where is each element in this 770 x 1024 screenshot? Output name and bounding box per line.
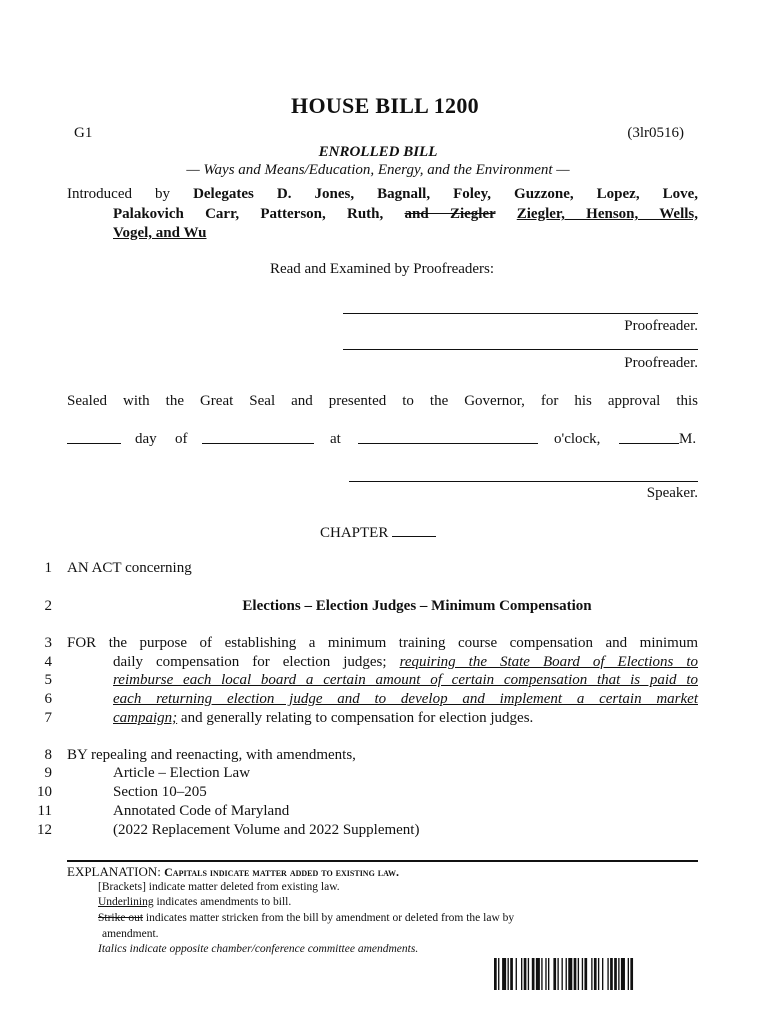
oclock-label: o'clock, [554, 431, 601, 447]
day-label: day [135, 431, 157, 447]
barcode-bar [541, 958, 542, 990]
by-line-8: BY repealing and reenacting, with amendments, [67, 747, 356, 763]
barcode-bar [598, 958, 599, 990]
line-number: 12 [37, 822, 52, 838]
explanation-underlining [98, 895, 291, 911]
barcode-bar [532, 958, 535, 990]
purpose-line-4 [113, 654, 698, 671]
barcode-bar [536, 958, 540, 990]
barcode-bar [618, 958, 619, 990]
barcode-bar [508, 958, 509, 990]
strike-description: indicates matter stricken from the bill by amendment or deleted from the law by [145, 912, 515, 924]
proofreader-label-1: Proofreader. [624, 318, 698, 334]
introduced-prefix: Introduced by [67, 186, 171, 202]
line-number: 11 [37, 803, 52, 819]
m-label: M. [679, 431, 697, 447]
by-line-9: Article – Election Law [113, 765, 251, 781]
sponsors-line-1: Delegates D. Jones, Bagnall, Foley, Guzzone, Lopez, Love, [193, 186, 699, 202]
sponsors-stricken: and Ziegler [404, 206, 496, 222]
sponsors-line-3: Vogel, and Wu [113, 225, 207, 241]
committee-line: — Ways and Means/Education, Energy, and the Environment — [186, 162, 570, 178]
introduced-line-2 [113, 205, 698, 224]
by-line-11: Annotated Code of Maryland [113, 803, 290, 819]
barcode-bar [610, 958, 613, 990]
read-examined: Read and Examined by Proofreaders: [269, 261, 495, 277]
explanation-label: EXPLANATION: [67, 864, 161, 879]
act-concerning: AN ACT concerning [67, 560, 192, 576]
barcode-bar [602, 958, 603, 990]
barcode-bar [628, 958, 629, 990]
bill-title: HOUSE BILL 1200 [291, 93, 479, 118]
by-line-12: (2022 Replacement Volume and 2022 Supplement) [113, 822, 420, 838]
barcode-image [494, 958, 680, 990]
barcode-bar [568, 958, 572, 990]
sponsors-line-2: Palakovich Carr, Patterson, Ruth, [113, 206, 384, 222]
line-number: 1 [44, 560, 52, 576]
speaker-signature-line [349, 481, 698, 482]
chapter-text: CHAPTER [320, 525, 389, 541]
brackets-description: indicate matter deleted from existing law. [148, 881, 340, 893]
purpose-line-7 [113, 710, 533, 727]
barcode-bar [578, 958, 579, 990]
proofreader-signature-line-1 [343, 313, 698, 314]
explanation-italics: Italics indicate opposite chamber/conference committee amendments. [98, 943, 419, 955]
sealed-line: Sealed with the Great Seal and presented to the Governor, for his approval this [67, 393, 698, 409]
underlining-word: Underlining [98, 896, 154, 908]
line-number: 8 [44, 747, 52, 763]
barcode-bar [594, 958, 597, 990]
of-label: of [175, 431, 188, 447]
at-label: at [330, 431, 341, 447]
barcode-bar [553, 958, 556, 990]
barcode-bar [528, 958, 529, 990]
barcode-bar [524, 958, 527, 990]
purpose-line-7-text: and generally relating to compensation for election judges. [180, 710, 534, 726]
speaker-label: Speaker. [646, 485, 698, 501]
line-number: 9 [44, 765, 52, 781]
barcode-bar [584, 958, 587, 990]
purpose-line-4-amendment: requiring the State Board of Elections to [399, 654, 699, 670]
underlining-description: indicates amendments to bill. [156, 896, 292, 908]
line-number: 6 [44, 691, 52, 707]
line-number: 10 [37, 784, 52, 800]
line-number: 3 [44, 635, 52, 651]
barcode-bar [566, 958, 567, 990]
act-heading: Elections – Election Judges – Minimum Compensation [242, 598, 592, 614]
explanation-strike-cont: amendment. [102, 928, 159, 940]
line-number: 7 [44, 710, 52, 726]
barcode-bar [498, 958, 499, 990]
barcode-bar [557, 958, 558, 990]
barcode-bar [494, 958, 497, 990]
bill-code: G1 [74, 125, 93, 141]
introduced-line-1 [67, 185, 698, 204]
barcode-bar [607, 958, 608, 990]
by-line-10: Section 10–205 [113, 784, 207, 800]
barcode-bar [521, 958, 522, 990]
explanation-brackets: [Brackets] indicate matter deleted from existing law. [98, 881, 340, 893]
barcode-bar [582, 958, 583, 990]
line-number: 5 [44, 672, 52, 688]
bill-drafting-number: (3lr0516) [627, 125, 684, 141]
line-number: 4 [44, 654, 52, 670]
barcode-bar [621, 958, 625, 990]
barcode-bar [591, 958, 592, 990]
brackets-word: Brackets [101, 881, 143, 893]
meridiem-blank [619, 430, 679, 444]
purpose-line-3: FOR the purpose of establishing a minimum training course compensation and minimum [67, 635, 698, 651]
barcode-bar [545, 958, 546, 990]
purpose-line-6: each returning election judge and to develop and implement a certain market [113, 691, 698, 707]
barcode-bar [574, 958, 577, 990]
month-blank [202, 430, 314, 444]
sponsors-added: Ziegler, Henson, Wells, [516, 206, 699, 222]
enrolled-label: ENROLLED BILL [318, 144, 438, 160]
sealed-date-line [67, 430, 698, 450]
explanation-strike [98, 911, 514, 927]
barcode-bar [562, 958, 563, 990]
barcode-bar [516, 958, 517, 990]
barcode-bar [614, 958, 617, 990]
purpose-line-4-text: daily compensation for election judges; [113, 654, 387, 670]
explanation-heading [67, 864, 399, 880]
time-blank [358, 430, 538, 444]
chapter-blank [392, 523, 436, 537]
barcode-bar [502, 958, 506, 990]
proofreader-label-2: Proofreader. [624, 355, 698, 371]
day-blank [67, 430, 121, 444]
purpose-line-7-amendment: campaign; [113, 710, 178, 726]
explanation-rule [67, 860, 698, 862]
strike-word: Strike out [98, 912, 144, 924]
purpose-line-5: reimburse each local board a certain amount of certain compensation that is paid to [113, 672, 698, 688]
barcode-bar [630, 958, 633, 990]
barcode-bar [548, 958, 549, 990]
line-number: 2 [44, 598, 52, 614]
proofreader-signature-line-2 [343, 349, 698, 350]
chapter-label [320, 523, 436, 542]
explanation-caps: Capitals indicate matter added to existing law. [164, 865, 400, 879]
barcode-bar [510, 958, 513, 990]
